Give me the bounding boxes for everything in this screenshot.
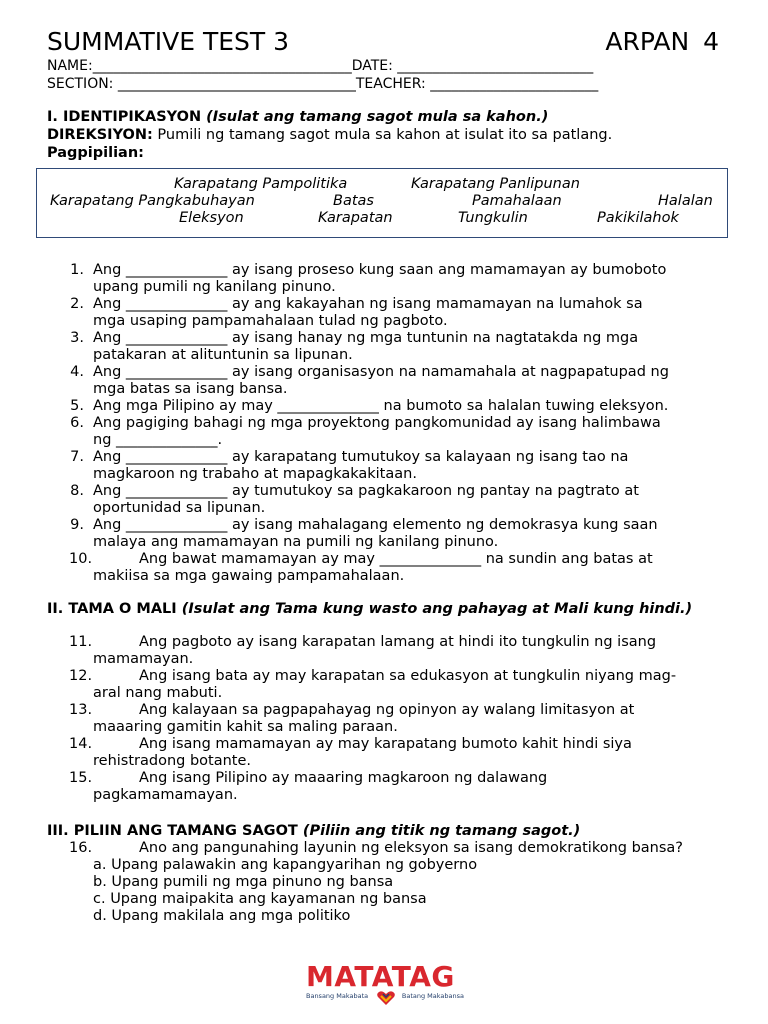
logo-tag-right: Batang Makabansa <box>401 992 464 1000</box>
choice-item: Pamahalaan <box>472 193 562 209</box>
section-1-note: (Isulat ang tamang sagot mula sa kahon.) <box>206 109 549 125</box>
question-item: 15. Ang isang Pilipino ay maaaring magkaroon ng dalawang pagkamamamayan. <box>69 770 548 803</box>
question-item: 11. Ang pagboto ay isang karapatan lamang at hindi ito tungkulin ng isang mamamayan. <box>69 634 657 667</box>
choice-item: Pakikilahok <box>597 210 679 226</box>
question-item: 9. Ang ______________ ay isang mahalagang elemento ng demokrasya kung saan malaya ang mamamayan na pumili ng kanilang pinuno. <box>70 517 658 550</box>
question-item: 6. Ang pagiging bahagi ng mga proyektong pangkomunidad ay isang halimbawa ng ______________. <box>70 415 661 448</box>
choice-item: Karapatang Pampolitika <box>174 176 348 192</box>
section-3 <box>47 822 737 925</box>
question-item: 10. Ang bawat mamamayan ay may ______________ na sundin ang batas at makiisa sa mga gawaing pampamahalaan. <box>69 551 653 584</box>
choice-item: Halalan <box>658 193 713 209</box>
section-2-heading: II. TAMA O MALI (Isulat ang Tama kung wasto ang pahayag at Mali kung hindi.) <box>47 601 693 617</box>
question-item: 3. Ang ______________ ay isang hanay ng mga tuntunin na nagtatakda ng mga patakaran at alituntunin sa lipunan. <box>70 330 639 363</box>
choice-item: Karapatang Panlipunan <box>411 176 580 192</box>
question-item: 14. Ang isang mamamayan ay may karapatang bumoto kahit hindi siya rehistradong botante. <box>69 736 632 769</box>
question-item: 13. Ang kalayaan sa pagpapahayag ng opinyon ay walang limitasyon at maaaring gamitin kahit sa maling paraan. <box>69 702 635 735</box>
choice-item: Karapatan <box>318 210 393 226</box>
option-a: a. Upang palawakin ang kapangyarihan ng gobyerno <box>93 857 478 873</box>
direction-label: DIREKSIYON: <box>47 127 153 143</box>
header-row <box>47 27 727 57</box>
question-item: 8. Ang ______________ ay tumutukoy sa pagkakaroon ng pantay na pagtrato at oportunidad sa lipunan. <box>70 483 639 516</box>
section-teacher-line: SECTION: __________________________________TEACHER: ________________________ <box>47 76 599 92</box>
direction-text: Pumili ng tamang sagot mula sa kahon at isulat ito sa patlang. <box>152 127 613 143</box>
question-item: 12. Ang isang bata ay may karapatan sa edukasyon at tungkulin niyang mag- aral nang mabuti. <box>69 668 677 701</box>
section-2-note: (Isulat ang Tama kung wasto ang pahayag at Mali kung hindi.) <box>181 601 693 617</box>
option-c: c. Upang maipakita ang kayamanan ng bansa <box>93 891 427 907</box>
heart-hands-icon <box>376 989 396 1006</box>
subject-label: ARPAN 4 <box>605 27 719 56</box>
matatag-logo <box>306 962 464 1006</box>
question-item: 5. Ang mga Pilipino ay may ______________ na bumoto sa halalan tuwing eleksyon. <box>70 398 669 414</box>
section-2 <box>47 600 727 618</box>
question-item: 7. Ang ______________ ay karapatang tumutukoy sa kalayaan ng isang tao na magkaroon ng trabaho at mapagkakakitaan. <box>70 449 629 482</box>
question-item: 16. Ano ang pangunahing layunin ng eleksyon sa isang demokratikong bansa? <box>69 840 683 856</box>
section-1-heading: I. IDENTIPIKASYON (Isulat ang tamang sagot mula sa kahon.) <box>47 109 549 125</box>
choice-item: Eleksyon <box>179 210 244 226</box>
name-date-line: NAME:_____________________________________DATE: ____________________________ <box>47 58 594 74</box>
test-title: SUMMATIVE TEST 3 <box>47 27 290 56</box>
question-item: 1. Ang ______________ ay isang proseso kung saan ang mamamayan ay bumoboto upang pumili ng kanilang pinuno. <box>70 262 667 295</box>
choices-box <box>36 168 728 238</box>
logo-tag-left: Bansang Makabata <box>306 992 369 1000</box>
question-item: 2. Ang ______________ ay ang kakayahan ng isang mamamayan na lumahok sa mga usaping pampamahalaan tulad ng pagboto. <box>70 296 643 329</box>
section-2-items <box>47 634 737 804</box>
choice-item: Batas <box>333 193 374 209</box>
choices-label: Pagpipilian: <box>47 145 144 161</box>
direction-line <box>47 126 727 144</box>
choice-item: Karapatang Pangkabuhayan <box>50 193 255 209</box>
worksheet <box>47 27 727 162</box>
question-item: 4. Ang ______________ ay isang organisasyon na namamahala at nagpapatupad ng mga batas sa isang bansa. <box>70 364 669 397</box>
option-b: b. Upang pumili ng mga pinuno ng bansa <box>93 874 394 890</box>
section-3-heading: III. PILIIN ANG TAMANG SAGOT (Piliin ang titik ng tamang sagot.) <box>47 823 581 839</box>
option-d: d. Upang makilala ang mga politiko <box>93 908 351 924</box>
choice-item: Tungkulin <box>458 210 528 226</box>
logo-wordmark: MATATAG <box>306 960 455 993</box>
section-3-note: (Piliin ang titik ng tamang sagot.) <box>302 823 581 839</box>
section-1-items <box>47 262 737 585</box>
